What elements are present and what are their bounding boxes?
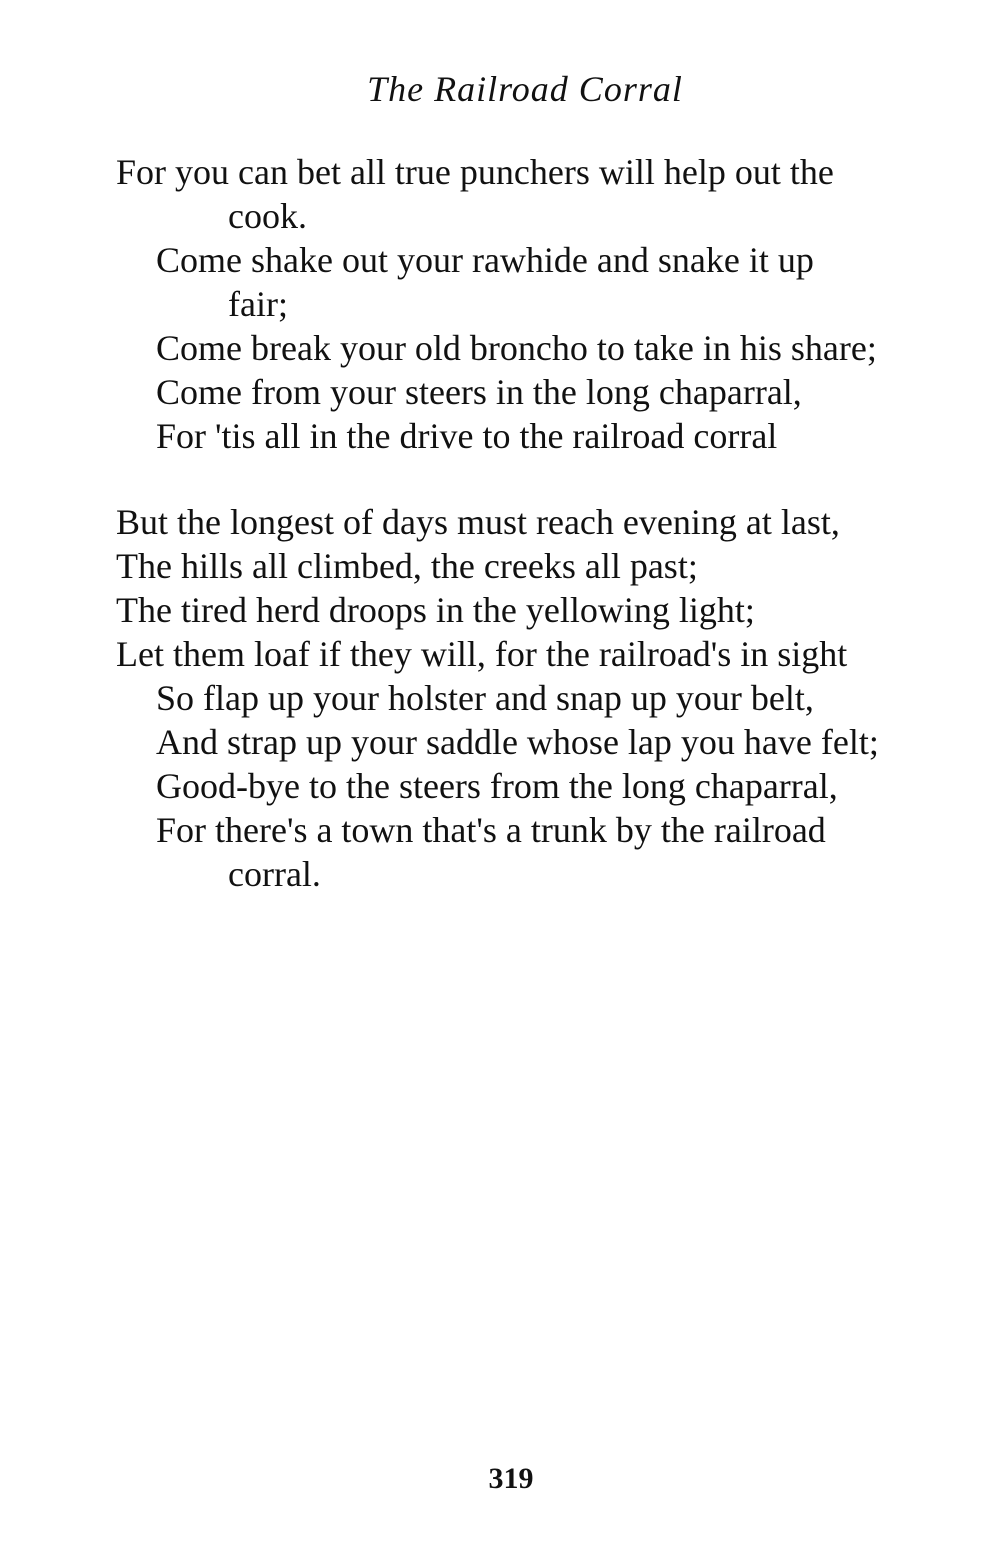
verse-line: Come from your steers in the long chaparral,: [156, 372, 802, 412]
verse-line: And strap up your saddle whose lap you have felt;: [156, 722, 879, 762]
verse-line: Good-bye to the steers from the long chaparral,: [156, 766, 838, 806]
page-number: 319: [488, 1462, 534, 1495]
verse-line: For 'tis all in the drive to the railroad corral: [156, 416, 778, 456]
verse-line: But the longest of days must reach evening at last,: [116, 502, 840, 542]
verse-line: For there's a town that's a trunk by the railroad: [156, 810, 826, 850]
verse-line: cook.: [228, 196, 307, 236]
verse-line: For you can bet all true punchers will help out the: [116, 152, 834, 192]
verse-line: fair;: [228, 284, 288, 324]
verse-line: The tired herd droops in the yellowing light;: [116, 590, 755, 630]
verse-line: Let them loaf if they will, for the railroad's in sight: [116, 634, 848, 674]
running-head: The Railroad Corral: [367, 69, 683, 109]
verse-line: corral.: [228, 854, 321, 894]
verse-line: Come shake out your rawhide and snake it up: [156, 240, 814, 280]
verse-line: Come break your old broncho to take in his share;: [156, 328, 877, 368]
verse-line: The hills all climbed, the creeks all past;: [116, 546, 698, 586]
verse-line: So flap up your holster and snap up your belt,: [156, 678, 814, 718]
